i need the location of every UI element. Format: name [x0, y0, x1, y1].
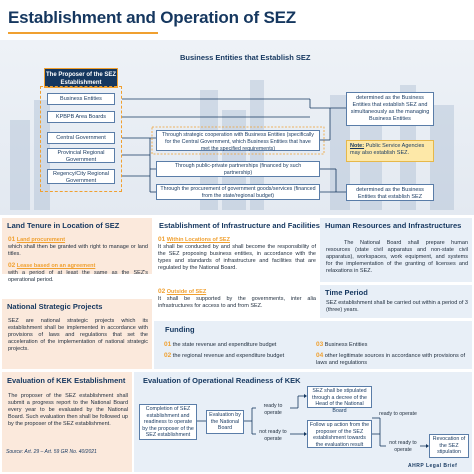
funding-text-2: the regional revenue and expenditure budget	[172, 353, 285, 359]
entity-kpbpb: KPBPB Area Boards	[47, 111, 115, 123]
land-text-1: which shall then be granted with right to manage or land titles.	[8, 244, 148, 257]
entity-regency-gov: Regency/City Regional Government	[47, 169, 115, 184]
funding-num-3: 03	[316, 341, 324, 348]
funding-num-2: 02	[164, 352, 172, 359]
funding-num-1: 01	[164, 341, 172, 348]
note-text: Public Service Agencies may also establish SEZ.	[350, 143, 425, 156]
nsp-text: SEZ are national strategic projects which its establishment shall be implemented in accordance with provisions of laws and regulations that set the acceleration of the implementation of national strategic projects.	[8, 318, 148, 352]
land-num-1: 01	[8, 236, 16, 243]
mechanism-procurement: Through the procurement of government goods/services (financed from the state/regional budget)	[156, 184, 320, 200]
nsp-heading: National Strategic Projects	[7, 302, 103, 311]
entity-central-gov: Central Government	[47, 132, 115, 144]
source-note: Source: Art. 29 – Art. 59 GR No. 40/2021	[6, 449, 97, 455]
mechanism-strategic-cooperation: Through strategic cooperation with Business Entities (specifically for the Central Government, which Business Entities that have met the specified requirements)	[156, 130, 320, 151]
funding-text-3: Business Entities	[324, 342, 368, 348]
time-text: SEZ establishment shall be carried out within a period of 3 (three) years.	[326, 300, 468, 313]
proposer-box: The Proposer of the SEZ Establishment	[44, 68, 118, 88]
mechanism-ppp: Through public-private partnerships (financed by such partnership)	[156, 161, 320, 177]
kek-heading: Evaluation of KEK Establishment	[7, 376, 126, 385]
hr-heading: Human Resources and Infrastructures	[325, 221, 462, 230]
entity-business: Business Entities	[47, 93, 115, 105]
infra-num-1: 01	[158, 236, 166, 243]
infra-num-2: 02	[158, 288, 166, 295]
funding-heading: Funding	[165, 325, 195, 334]
funding-text-4: other legitimate sources in accordance with provisions of laws and regulations	[316, 353, 466, 366]
footer-brand: AHRP Legal Brief	[408, 463, 458, 469]
kek-text: The proposer of the SEZ establishment shall submit a progress report to the National Board every year to be evaluated by the National Board. Such evaluation then shall be followed up by the proposer of the SEZ establishment.	[8, 393, 128, 427]
flow-not-ready: not ready to operate	[259, 429, 287, 442]
time-heading: Time Period	[325, 288, 368, 297]
flow-completion: Completion of SEZ establishment and readiness to operate by the proposer of the SEZ establishment	[139, 404, 197, 440]
funding-text-1: the state revenue and expenditure budget	[172, 342, 277, 348]
result-managing-entity: determined as the Business Entities that establish SEZ and simultaneously as the managing Business Entities	[346, 92, 434, 126]
note-label: Note:	[350, 143, 365, 149]
flow-ready-2: ready to operate	[379, 411, 417, 417]
land-num-2: 02	[8, 262, 16, 269]
flow-not-ready-2: not ready to operate	[389, 440, 417, 453]
entity-provincial-gov: Provincial Regional Government	[47, 148, 115, 163]
land-title-2: Lease based on an agreement	[16, 263, 96, 269]
land-title-1: Land procurement	[16, 237, 66, 243]
land-text-2: with a period of at least the same as the SEZ's operational period.	[8, 270, 148, 283]
hero-heading: Business Entities that Establish SEZ	[180, 53, 311, 62]
hr-text: The National Board shall prepare human resources (state civil apparatus and non-state civil apparatus), workspaces, work equipment, and systems for the implementation of the granting of licenses and relaxations in SEZ.	[326, 240, 468, 274]
result-establishing-entity: determined as the Business Entities that establish SEZ	[346, 184, 434, 201]
flow-evaluation: Evaluation by the National Board	[206, 410, 244, 434]
flow-revocation: Revocation of the SEZ stipulation	[429, 434, 469, 458]
infra-title-1: Within Locations of SEZ	[166, 237, 230, 243]
flow-ready: ready to operate	[263, 403, 283, 416]
land-heading: Land Tenure in Location of SEZ	[7, 221, 120, 230]
funding-num-4: 04	[316, 352, 324, 359]
infra-text-1: It shall be conducted by and shall become the responsibility of the SEZ proposing business entities, in accordance with the types and standards of infrastructure and facilities that are regulated by the National Board.	[158, 244, 316, 271]
infra-title-2: Outside of SEZ	[166, 289, 207, 295]
infra-heading: Establishment of Infrastructure and Facilities	[159, 221, 320, 230]
page-title: Establishment and Operation of SEZ	[8, 8, 296, 27]
flow-follow-up: Follow up action from the proposer of the SEZ establishment towards the evaluation result	[307, 420, 372, 448]
readiness-heading: Evaluation of Operational Readiness of KEK	[143, 376, 301, 385]
infra-text-2: It shall be supported by the governments, inter alia infrastructures for access to and from SEZ.	[158, 296, 316, 309]
flow-stipulated: SEZ shall be stipulated through a decree of the Head of the National Board	[307, 386, 372, 408]
